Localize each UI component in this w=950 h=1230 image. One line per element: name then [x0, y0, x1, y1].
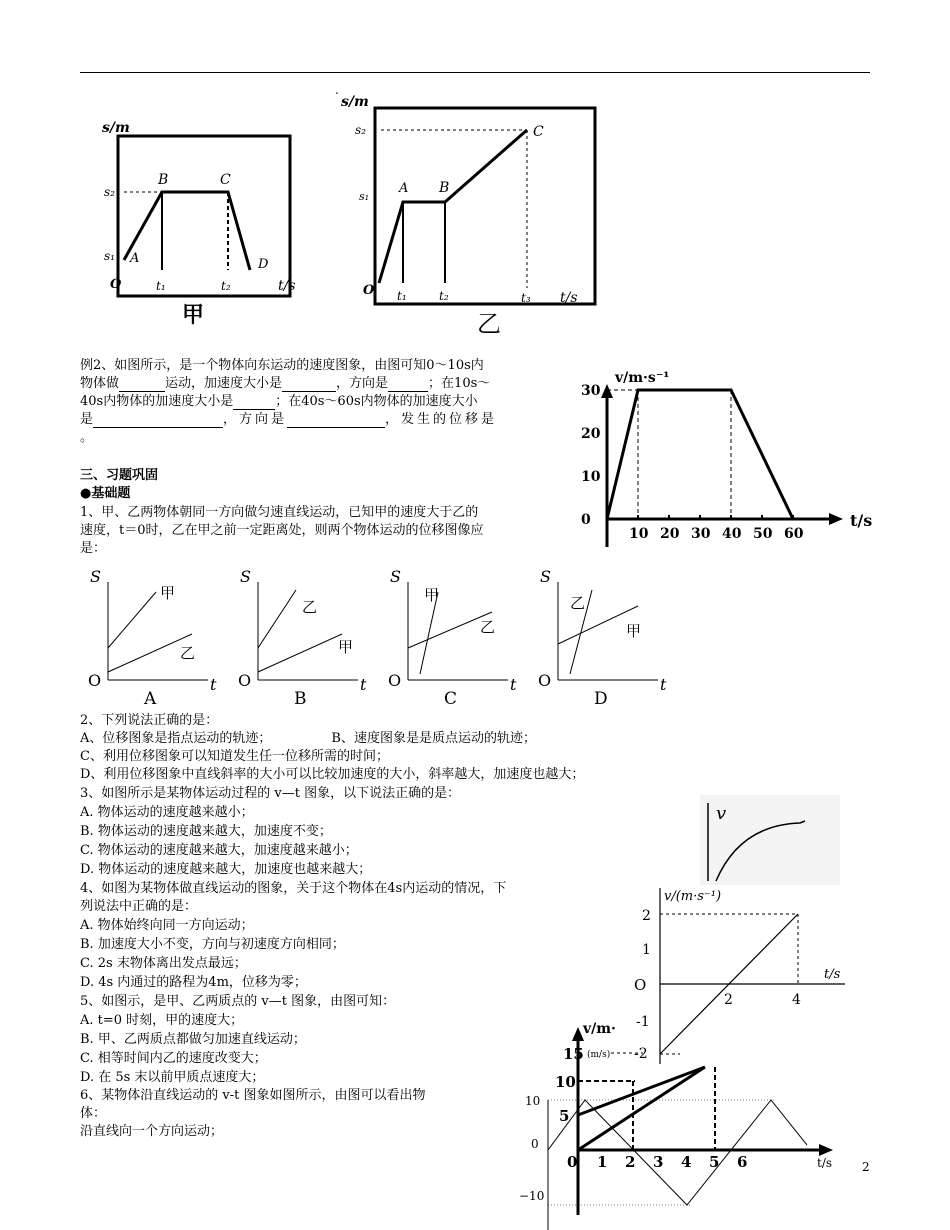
q1-label-top: 乙 [302, 598, 318, 616]
q1-axis-t: t [510, 675, 517, 694]
jia-origin: O [110, 277, 122, 292]
yi-caption: 乙 [477, 310, 501, 338]
q1-axis-t: t [360, 675, 367, 694]
q5-ytick-15: 15 [563, 1045, 584, 1063]
q4-xtick-2: 2 [724, 992, 733, 1008]
yi-ylabel: s/m [341, 94, 369, 110]
vt-xtick-label: 30 [691, 526, 711, 542]
q5-xtick-5: 5 [709, 1153, 720, 1171]
vt-xtick-label: 40 [722, 526, 742, 542]
q6-line2: 体： [80, 1106, 107, 1121]
q4-option-d: D. 4s 内通过的路程为4m，位移为零； [80, 975, 307, 990]
q1-option-letter: B [294, 689, 307, 709]
q1-option-d[interactable] [538, 567, 667, 709]
jia-C: C [220, 172, 231, 188]
q4-option-b: B. 加速度大小不变，方向与初速度方向相同； [80, 937, 345, 952]
q4-ytick-2: 2 [642, 908, 651, 924]
q1-option-b[interactable] [238, 567, 367, 709]
q4-line2: 列说法中正确的是： [80, 899, 198, 914]
q1-line1: 1、甲、乙两物体朝同一方向做匀速直线运动，已知甲的速度大于乙的 [80, 505, 479, 520]
q4-ylabel: v/(m·s⁻¹) [664, 889, 722, 904]
yi-s2: s₂ [355, 123, 366, 137]
example2-line2: 物体做 运动，加速度大小是 ，方向是 ；在10s～ [80, 376, 491, 391]
q1-line2: 速度，t＝0时，乙在甲之前一定距离处，则两个物体运动的位移图像应 [80, 523, 484, 538]
yi-dot: . [335, 88, 339, 97]
blank-acc-0-10[interactable] [282, 377, 336, 392]
q1-axis-s: S [240, 567, 251, 586]
q1-line3: 是： [80, 541, 107, 556]
q1-axis-s: S [540, 567, 551, 586]
q3-stem: 3、如图所示是某物体运动过程的 v—t 图象，以下说法正确的是： [80, 786, 461, 801]
q5-xtick-2: 2 [625, 1153, 636, 1171]
q2-stem: 2、下列说法正确的是： [80, 713, 219, 728]
q4-option-a: A. 物体始终向同一方向运动； [80, 918, 254, 933]
q3-vlabel: v [716, 803, 727, 824]
vt-xlabel: t/s [850, 511, 873, 530]
example2-line3: 40s内物体的加速度大小是 ；在40s～60s内物体的加速度大小 [80, 394, 478, 409]
blank-dir-40-60[interactable] [287, 413, 385, 428]
q6-line1: 6、某物体沿直线运动的 v-t 图象如图所示，由图可以看出物 [80, 1088, 426, 1103]
q1-series-line [258, 634, 342, 672]
vt-ytick-label: 10 [581, 469, 601, 485]
q6-ytick-10: 10 [525, 1094, 541, 1108]
q6-ytick-m10: −10 [519, 1189, 545, 1203]
q1-origin: O [238, 671, 252, 690]
blank-acc-10-40[interactable] [233, 395, 275, 410]
q5-option-a: A. t=0 时刻，甲的速度大； [80, 1013, 244, 1028]
jia-B: B [158, 172, 169, 188]
yi-B: B [439, 180, 450, 196]
q4-ytick-1: 1 [642, 942, 651, 958]
yi-t2: t₂ [439, 289, 449, 303]
q5-option-b: B. 甲、乙两质点都做匀加速直线运动； [80, 1032, 306, 1047]
q1-origin: O [388, 671, 402, 690]
q2-option-ab: A、位移图象是指点运动的轨迹； B、速度图象是是质点运动的轨迹； [80, 731, 536, 746]
section3-title: 三、习题巩固 [80, 468, 159, 483]
q5-xtick-1: 1 [597, 1153, 608, 1171]
q1-label-bottom: 乙 [480, 618, 496, 636]
header-rule [80, 72, 870, 73]
graph-yi [335, 88, 605, 338]
example2-vt-chart [575, 362, 885, 552]
q1-label-top: 甲 [160, 584, 176, 602]
example2-line1: 例2、如图所示，是一个物体向东运动的速度图象，由图可知0～10s内 [80, 358, 484, 373]
vt-ytick-label: 30 [581, 383, 601, 399]
section3-basic: ●基础题 [80, 486, 131, 501]
q5-q6-graphs [515, 1015, 845, 1230]
vt-xtick-label: 60 [784, 526, 804, 542]
q5-xlabel: t/s [817, 1156, 833, 1170]
vt-ytick-label: 0 [581, 512, 591, 528]
q3-option-a: A. 物体运动的速度越来越小； [80, 805, 254, 820]
q5-ylabel: v/m· [583, 1021, 616, 1037]
q5-option-c: C. 相等时间内乙的速度改变大； [80, 1051, 267, 1066]
page-number: 2 [862, 1160, 870, 1174]
q1-origin: O [538, 671, 552, 690]
q3-option-b: B. 物体运动的速度越来越大，加速度不变； [80, 824, 332, 839]
q6-ytick-0: 0 [531, 1137, 539, 1151]
yi-origin: O [363, 283, 375, 298]
jia-t2: t₂ [221, 279, 231, 293]
yi-t1: t₁ [397, 289, 407, 303]
vt-xtick-label: 10 [629, 526, 649, 542]
q1-option-letter: D [594, 689, 608, 709]
q1-axis-s: S [390, 567, 401, 586]
example2-line5: 。 [80, 430, 94, 445]
q5-ytick-5: 5 [559, 1107, 570, 1125]
q4-ytick-m2: -2 [634, 1046, 648, 1062]
vt-ylabel: v/m·s⁻¹ [615, 370, 670, 386]
jia-caption: 甲 [182, 302, 205, 328]
jia-D: D [258, 257, 269, 272]
q5-xtick-4: 4 [681, 1153, 692, 1171]
q5-xtick-0: 0 [567, 1153, 578, 1171]
q3-option-d: D. 物体运动的速度越来越大，加速度也越来越大； [80, 862, 372, 877]
q1-axis-s: S [90, 567, 101, 586]
q4-option-c: C. 2s 末物体离出发点最远； [80, 956, 247, 971]
q1-option-a[interactable] [88, 567, 217, 709]
q3-vt-graph [700, 795, 840, 885]
vt-ytick-label: 20 [581, 426, 601, 442]
q5-xtick-3: 3 [653, 1153, 664, 1171]
q4-xtick-4: 4 [792, 992, 801, 1008]
jia-t1: t₁ [156, 279, 166, 293]
vt-series-line [607, 390, 793, 519]
q4-xlabel: t/s [824, 967, 841, 982]
q1-axis-t: t [210, 675, 217, 694]
q1-option-letter: A [144, 689, 157, 709]
q1-label-top: 乙 [570, 594, 586, 612]
q5-ylabel2: (m/s) [587, 1050, 611, 1060]
q1-option-graphs [80, 562, 680, 712]
blank-acc-40-60[interactable] [93, 413, 223, 428]
yi-C: C [533, 124, 544, 140]
q4-ytick-m1: -1 [636, 1014, 650, 1030]
blank-motion-type[interactable] [119, 377, 165, 392]
q1-label-bottom: 甲 [626, 622, 642, 640]
q1-label-top: 甲 [424, 586, 440, 604]
graph-jia [100, 120, 315, 335]
q6-line3: 沿直线向一个方向运动； [80, 1124, 224, 1139]
example2-line4: 是 ，方向是 ，发生的位移是 [80, 412, 498, 427]
q1-series-line [258, 590, 296, 648]
jia-s1: s₁ [104, 249, 115, 263]
q5-stem: 5、如图示，是甲、乙两质点的 v—t 图象，由图可知： [80, 994, 396, 1009]
vt-xtick-label: 20 [660, 526, 680, 542]
q1-option-letter: C [444, 689, 458, 709]
q5-xtick-6: 6 [737, 1153, 748, 1171]
blank-dir-0-10[interactable] [388, 377, 428, 392]
yi-xlabel: t/s [560, 290, 578, 306]
vt-xtick-label: 50 [753, 526, 773, 542]
yi-s1: s₁ [359, 190, 370, 203]
yi-t3: t₃ [521, 291, 531, 305]
q3-option-c: C. 物体运动的速度越来越大，加速度越来越小； [80, 843, 358, 858]
q1-label-bottom: 甲 [338, 638, 354, 656]
q1-origin: O [88, 671, 102, 690]
q1-series-line [108, 592, 156, 648]
jia-A: A [130, 251, 140, 266]
q4-ytick-O: O [634, 976, 647, 994]
q5-option-d: D. 在 5s 末以前甲质点速度大； [80, 1070, 265, 1085]
jia-xlabel: t/s [278, 278, 296, 294]
q1-series-line [420, 592, 438, 674]
q5-ytick-10: 10 [555, 1073, 576, 1091]
q2-option-d: D、利用位移图象中直线斜率的大小可以比较加速度的大小，斜率越大，加速度也越大； [80, 767, 585, 782]
jia-ylabel: s/m [102, 120, 130, 136]
q1-option-c[interactable] [388, 567, 517, 709]
q4-line1: 4、如图为某物体做直线运动的图象，关于这个物体在4s内运动的情况，下 [80, 881, 507, 896]
yi-A: A [399, 181, 409, 196]
q2-option-c: C、利用位移图象可以知道发生任一位移所需的时间； [80, 749, 389, 764]
q1-axis-t: t [660, 675, 667, 694]
q1-label-bottom: 乙 [180, 644, 196, 662]
jia-s2: s₂ [104, 185, 115, 199]
